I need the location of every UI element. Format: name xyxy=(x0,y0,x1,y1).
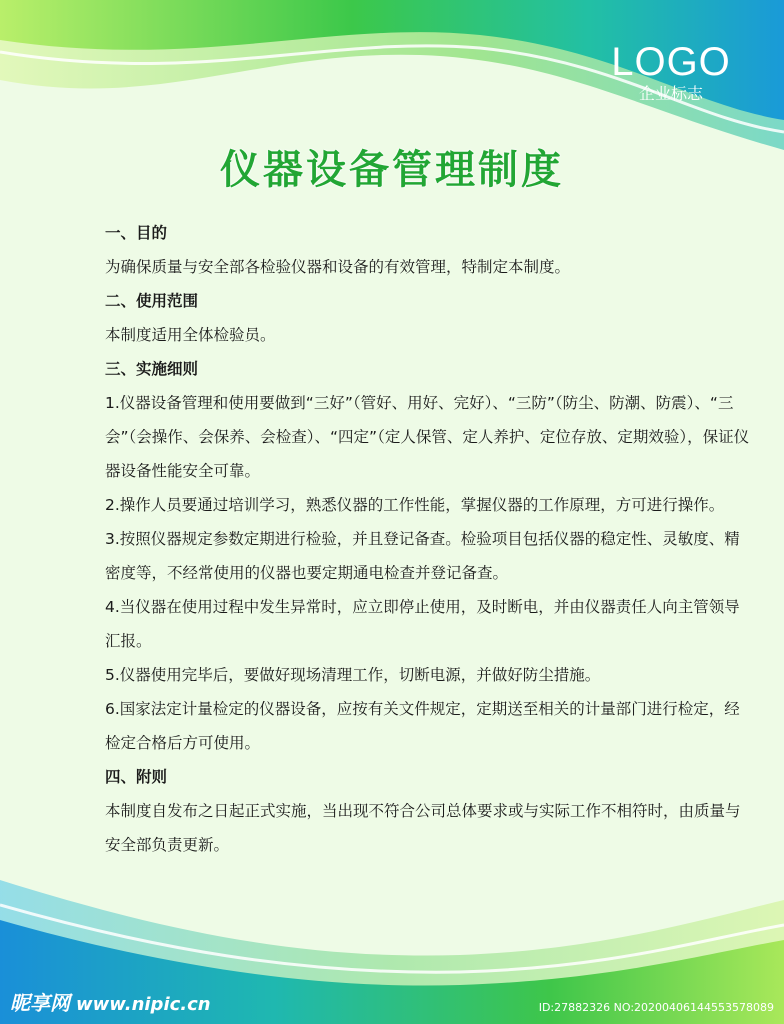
watermark-site: www.nipic.cn xyxy=(76,994,211,1015)
logo-text: LOGO xyxy=(611,40,731,84)
paragraph: 本制度适用全体检验员。 xyxy=(105,326,276,344)
section-heading-appendix: 四、附则 xyxy=(105,768,168,786)
watermark-brand-text: 昵享网 xyxy=(10,991,70,1015)
watermark-id: ID:27882326 NO:20200406144553578089 xyxy=(538,1001,774,1014)
paragraph: 2.操作人员要通过培训学习，熟悉仪器的工作性能，掌握仪器的工作原理，方可进行操作。 xyxy=(105,496,725,514)
section-heading-scope: 二、使用范围 xyxy=(105,292,199,310)
logo xyxy=(606,40,736,104)
section-heading-rules: 三、实施细则 xyxy=(105,360,199,378)
paragraph: 3.按照仪器规定参数定期进行检验，并且登记备查。检验项目包括仪器的稳定性、灵敏度、精密度等，不经常使用的仪器也要定期通电检查并登记备查。 xyxy=(105,530,740,582)
document-body xyxy=(105,216,755,862)
section-heading-purpose: 一、目的 xyxy=(105,224,168,242)
paragraph: 5.仪器使用完毕后，要做好现场清理工作，切断电源，并做好防尘措施。 xyxy=(105,666,601,684)
document-title: 仪器设备管理制度 xyxy=(220,147,564,193)
logo-subtitle: 企业标志 xyxy=(638,84,703,103)
paragraph: 1.仪器设备管理和使用要做到“三好”（管好、用好、完好）、“三防”（防尘、防潮、防震）、“三会”（会操作、会保养、会检查）、“四定”（定人保管、定人养护、定位存放、定期效验），保证仪器设备性能安全可靠。 xyxy=(105,394,750,480)
watermark-brand xyxy=(10,987,211,1016)
paragraph: 本制度自发布之日起正式实施，当出现不符合公司总体要求或与实际工作不相符时，由质量与安全部负责更新。 xyxy=(105,802,741,854)
paragraph: 为确保质量与安全部各检验仪器和设备的有效管理，特制定本制度。 xyxy=(105,258,571,276)
paragraph: 6.国家法定计量检定的仪器设备，应按有关文件规定，定期送至相关的计量部门进行检定，经检定合格后方可使用。 xyxy=(105,700,740,752)
paragraph: 4.当仪器在使用过程中发生异常时，应立即停止使用，及时断电，并由仪器责任人向主管领导汇报。 xyxy=(105,598,740,650)
